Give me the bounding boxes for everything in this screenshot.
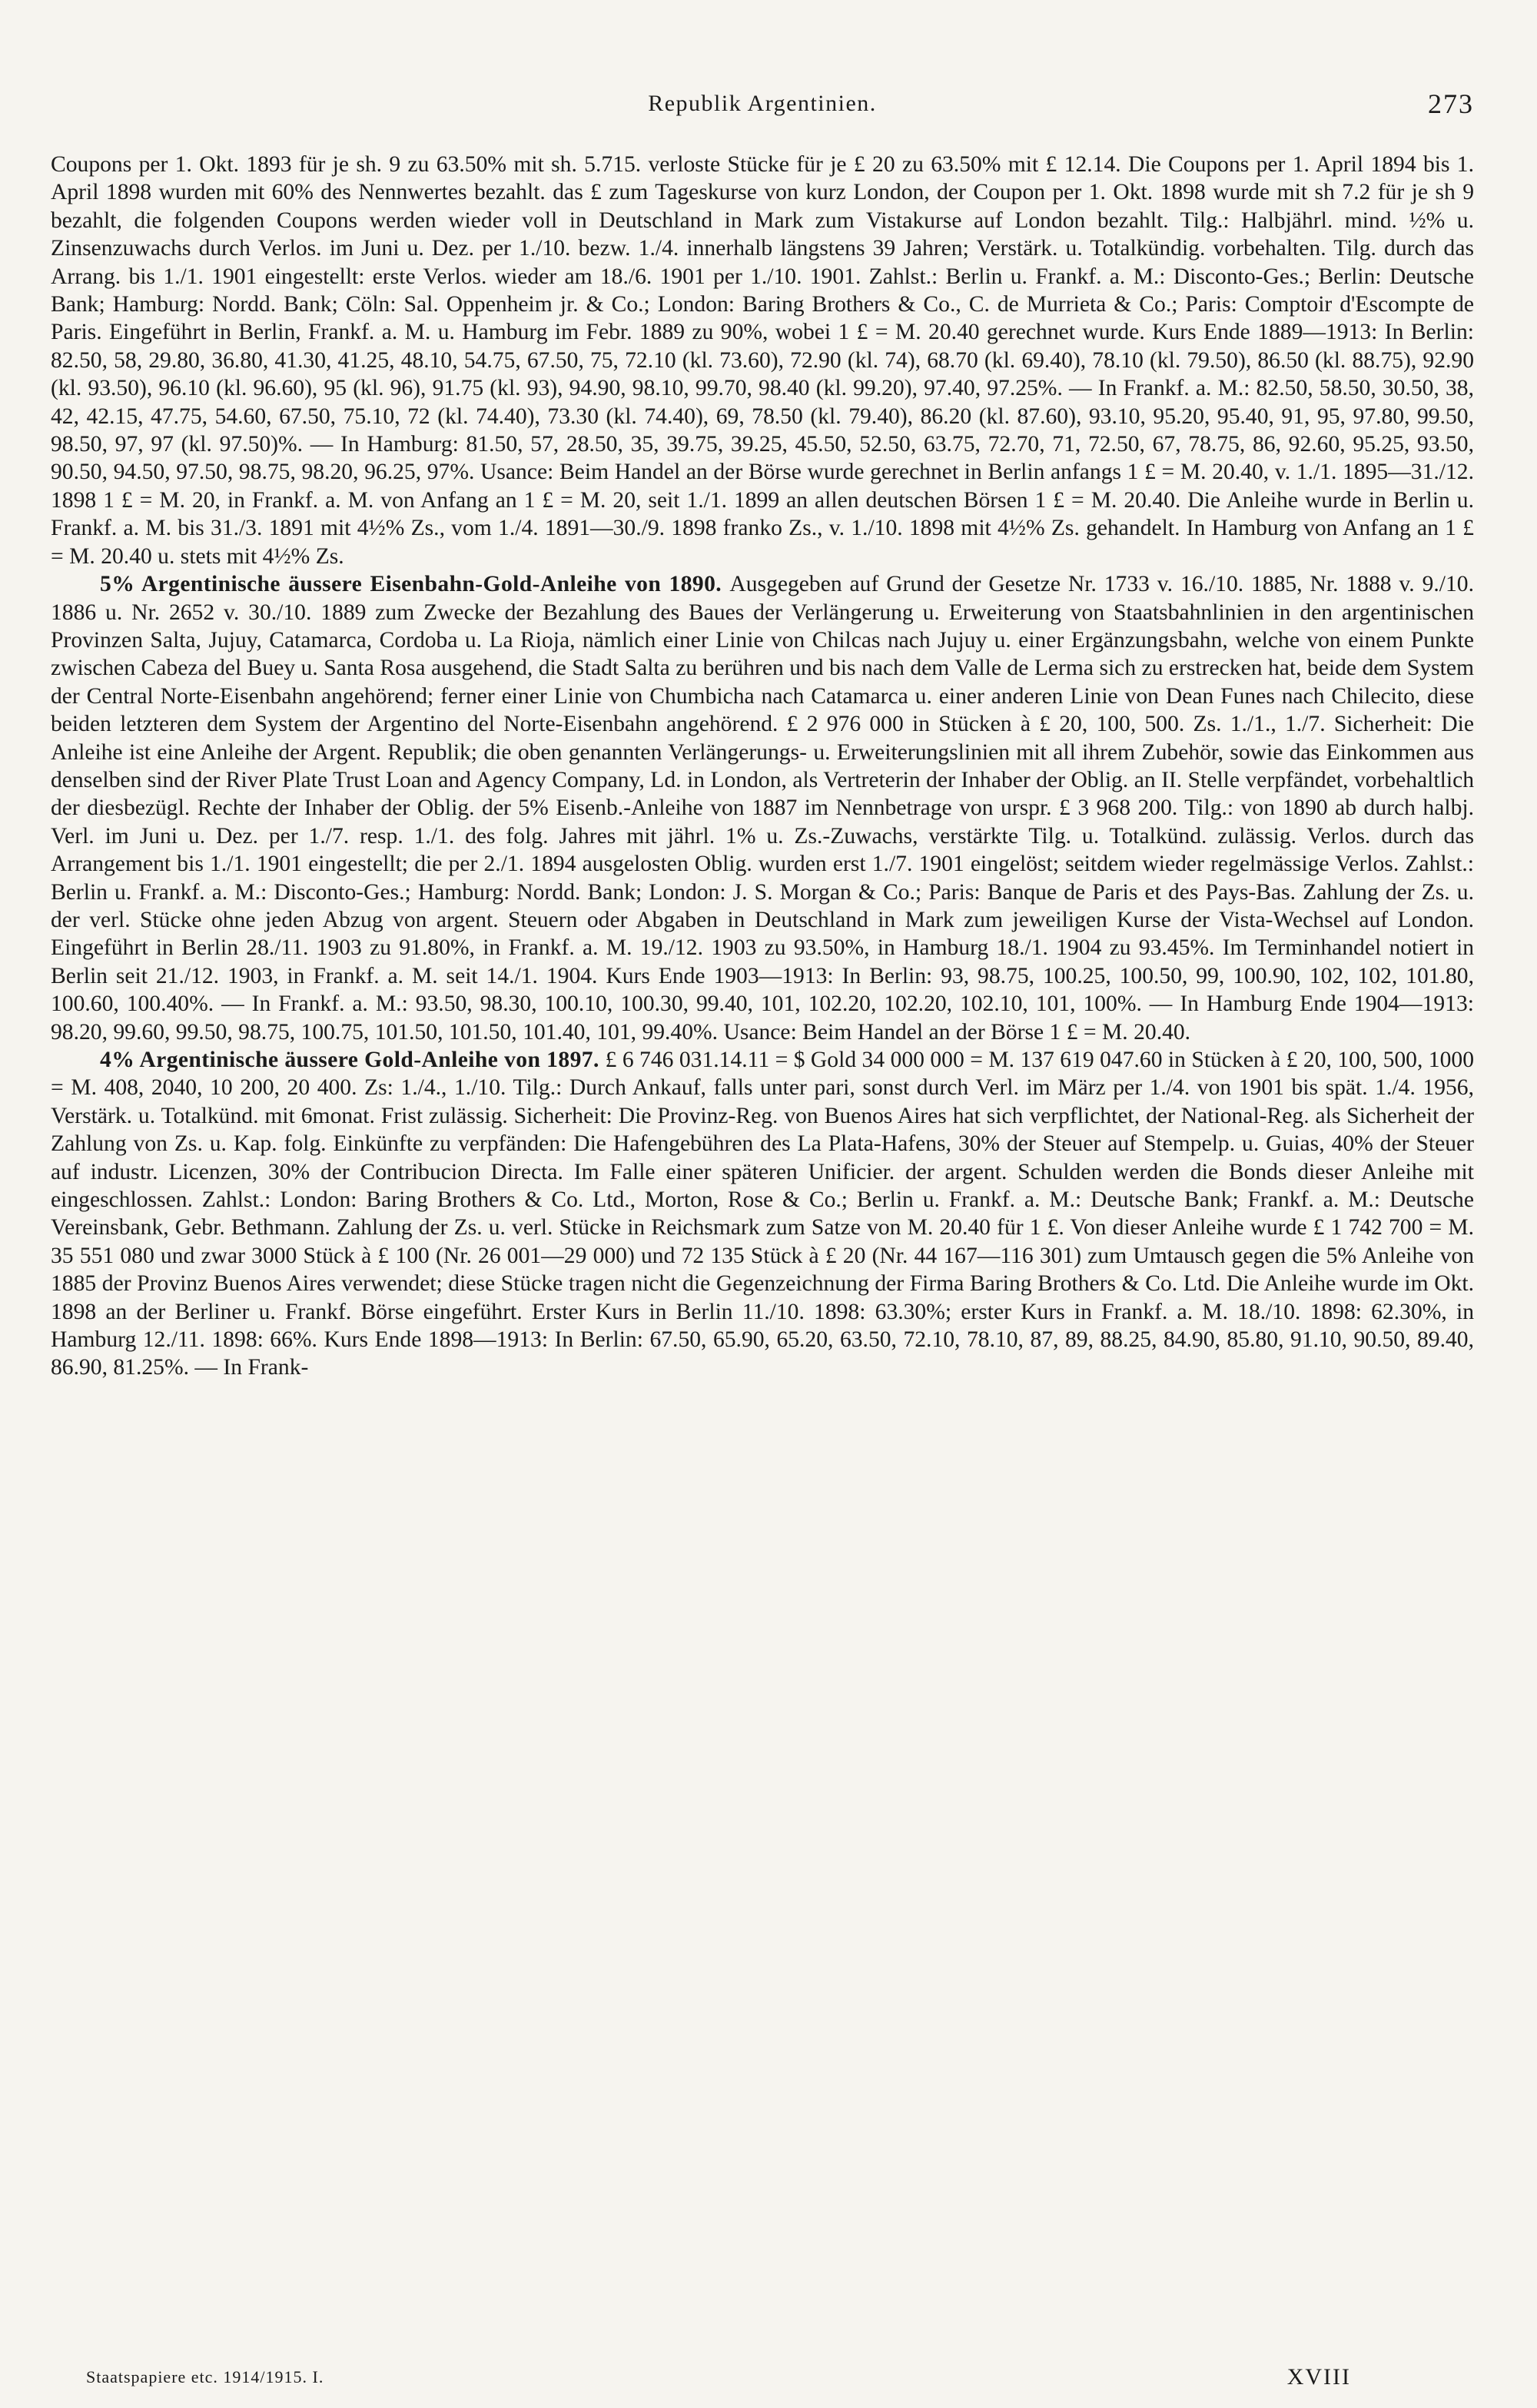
page-number: 273: [1428, 88, 1474, 119]
section-heading: 5% Argentinische äussere Eisenbahn-Gold-Anleihe von 1890.: [100, 572, 730, 597]
footer-signature: Staatspapiere etc. 1914/1915. I.: [86, 2367, 324, 2386]
paragraph-text: Ausgegeben auf Grund der Gesetze Nr. 1733 v. 16./10. 1885, Nr. 1888 v. 9./10. 1886 u. Nr. 2652 v. 30./10. 1889 zum Zwecke der Bezahlung des Baues der Verlängerung u. Erweiterung von Staatsbahnlinien in den argentinischen Provinzen Salta, Jujuy, Catamarca, Cordoba u. La Rioja, nämlich einer Linie von Chilcas nach Jujuy u. einer Ergänzungsbahn, welche von einem Punkte zwischen Cabeza del Buey u. Santa Rosa ausgehend, die Stadt Salta zu berühren und bis nach dem Valle de Lerma sich zu erstrecken hat, beide dem System der Central Norte-Eisenbahn angehörend; ferner einer Linie von Chumbicha nach Catamarca u. einer anderen Linie von Dean Funes nach Chilecito, diese beiden letzteren dem System der Argentino del Norte-Eisenbahn angehörend. £ 2 976 000 in Stücken à £ 20, 100, 500. Zs. 1./1., 1./7. Sicherheit: Die Anleihe ist eine Anleihe der Argent. Republik; die oben genannten Verlängerungs- u. Erweiterungslinien mit all ihrem Zubehör, sowie das Einkommen aus denselben sind der River Plate Trust Loan and Agency Company, Ld. in London, als Vertreterin der Inhaber der Oblig. an II. Stelle verpfändet, vorbehaltlich der diesbezügl. Rechte der Inhaber der Oblig. der 5% Eisenb.-Anleihe von 1887 im Nennbetrage von urspr. £ 3 968 200. Tilg.: von 1890 ab durch halbj. Verl. im Juni u. Dez. per 1./7. resp. 1./1. des folg. Jahres mit jährl. 1% u. Zs.-Zuwachs, verstärkte Tilg. u. Totalkünd. zulässig. Verlos. durch das Arrangement bis 1./1. 1901 eingestellt; die per 2./1. 1894 ausgelosten Oblig. wurden erst 1./7. 1901 eingelöst; seitdem wieder regelmässige Verlos. Zahlst.: Berlin u. Frankf. a. M.: Disconto-Ges.; Hamburg: Nordd. Bank; London: J. S. Morgan & Co.; Paris: Banque de Paris et des Pays-Bas. Zahlung der Zs. u. der verl. Stücke ohne jeden Abzug von argent. Steuern oder Abgaben in Deutschland in Mark zum jeweiligen Kurse der Vista-Wechsel auf London. Eingeführt in Berlin 28./11. 1903 zu 91.80%, in Frankf. a. M. 19./12. 1903 zu 93.50%, in Hamburg 18./1. 1904 zu 93.45%. Im Terminhandel notiert in Berlin seit 21./12. 1903, in Frankf. a. M. seit 14./1. 1904. Kurs Ende 1903—1913: In Berlin: 93, 98.75, 100.25, 100.50, 99, 100.90, 102, 102, 101.80, 100.60, 100.40%. — In Frankf. a. M.: 93.50, 98.30, 100.10, 100.30, 99.40, 101, 102.20, 102.20, 102.10, 101, 100%. — In Hamburg Ende 1904—1913: 98.20, 99.60, 99.50, 98.75, 100.75, 101.50, 101.50, 101.40, 101, 99.40%. Usance: Beim Handel an der Börse 1 £ = M. 20.40.: [51, 572, 1474, 1045]
paragraph-gold-anleihe-1897: [51, 1046, 1474, 1382]
running-title: Republik Argentinien.: [648, 91, 877, 116]
running-head: [51, 88, 1474, 134]
paragraph-text: Coupons per 1. Okt. 1893 für je sh. 9 zu 63.50% mit sh. 5.715. verloste Stücke für je £ 20 zu 63.50% mit £ 12.14. Die Coupons per 1. April 1894 bis 1. April 1898 wurden mit 60% des Nennwertes bezahlt. das £ zum Tageskurse von kurz London, der Coupon per 1. Okt. 1898 wurde mit sh 7.2 für je sh 9 bezahlt, die folgenden Coupons werden wieder voll in Deutschland in Mark zum Vistakurse auf London bezahlt. Tilg.: Halbjährl. mind. ½% u. Zinsenzuwachs durch Verlos. im Juni u. Dez. per 1./10. bezw. 1./4. innerhalb längstens 39 Jahren; Verstärk. u. Totalkündig. vorbehalten. Tilg. durch das Arrang. bis 1./1. 1901 eingestellt: erste Verlos. wieder am 18./6. 1901 per 1./10. 1901. Zahlst.: Berlin u. Frankf. a. M.: Disconto-Ges.; Berlin: Deutsche Bank; Hamburg: Nordd. Bank; Cöln: Sal. Oppenheim jr. & Co.; London: Baring Brothers & Co., C. de Murrieta & Co.; Paris: Comptoir d'Escompte de Paris. Eingeführt in Berlin, Frankf. a. M. u. Hamburg im Febr. 1889 zu 90%, wobei 1 £ = M. 20.40 gerechnet wurde. Kurs Ende 1889—1913: In Berlin: 82.50, 58, 29.80, 36.80, 41.30, 41.25, 48.10, 54.75, 67.50, 75, 72.10 (kl. 73.60), 72.90 (kl. 74), 68.70 (kl. 69.40), 78.10 (kl. 79.50), 86.50 (kl. 88.75), 92.90 (kl. 93.50), 96.10 (kl. 96.60), 95 (kl. 96), 91.75 (kl. 93), 94.90, 98.10, 99.70, 98.40 (kl. 99.20), 97.40, 97.25%. — In Frankf. a. M.: 82.50, 58.50, 30.50, 38, 42, 42.15, 47.75, 54.60, 67.50, 75.10, 72 (kl. 74.40), 73.30 (kl. 74.40), 69, 78.50 (kl. 79.40), 86.20 (kl. 87.60), 93.10, 95.20, 95.40, 91, 95, 97.80, 99.50, 98.50, 97, 97 (kl. 97.50)%. — In Hamburg: 81.50, 57, 28.50, 35, 39.75, 39.25, 45.50, 52.50, 63.75, 72.70, 71, 72.50, 67, 78.75, 86, 92.60, 95.25, 93.50, 90.50, 94.50, 97.50, 98.75, 98.20, 96.25, 97%. Usance: Beim Handel an der Börse wurde gerechnet in Berlin anfangs 1 £ = M. 20.40, v. 1./1. 1895—31./12. 1898 1 £ = M. 20, in Frankf. a. M. von Anfang an 1 £ = M. 20, seit 1./1. 1899 an allen deutschen Börsen 1 £ = M. 20.40. Die Anleihe wurde in Berlin u. Frankf. a. M. bis 31./3. 1891 mit 4½% Zs., vom 1./4. 1891—30./9. 1898 franko Zs., v. 1./10. 1898 mit 4½% Zs. gehandelt. In Hamburg von Anfang an 1 £ = M. 20.40 u. stets mit 4½% Zs.: [51, 152, 1474, 569]
page-footer: [51, 2364, 1474, 2398]
sheet-number: XVIII: [1286, 2364, 1351, 2390]
paragraph-eisenbahn-anleihe-1890: [51, 570, 1474, 1046]
page-body: [51, 151, 1474, 1382]
paragraph-coupons: [51, 151, 1474, 570]
section-heading: 4% Argentinische äussere Gold-Anleihe von 1897.: [100, 1048, 606, 1072]
paragraph-text: £ 6 746 031.14.11 = $ Gold 34 000 000 = M. 137 619 047.60 in Stücken à £ 20, 100, 500, 1000 = M. 408, 2040, 10 200, 20 400. Zs: 1./4., 1./10. Tilg.: Durch Ankauf, falls unter pari, sonst durch Verl. im März per 1./4. von 1901 bis spät. 1./4. 1956, Verstärk. u. Totalkünd. mit 6monat. Frist zulässig. Sicherheit: Die Provinz-Reg. von Buenos Aires hat sich verpflichtet, der National-Reg. als Sicherheit der Zahlung von Zs. u. Kap. folg. Einkünfte zu verpfänden: Die Hafengebühren des La Plata-Hafens, 30% der Steuer auf Stempelp. u. Guias, 40% der Steuer auf industr. Licenzen, 30% der Contribucion Directa. Im Falle einer späteren Unificier. der argent. Schulden werden die Bonds dieser Anleihe mit eingeschlossen. Zahlst.: London: Baring Brothers & Co. Ltd., Morton, Rose & Co.; Berlin u. Frankf. a. M.: Deutsche Bank; Frankf. a. M.: Deutsche Vereinsbank, Gebr. Bethmann. Zahlung der Zs. u. verl. Stücke in Reichsmark zum Satze von M. 20.40 für 1 £. Von dieser Anleihe wurde £ 1 742 700 = M. 35 551 080 und zwar 3000 Stück à £ 100 (Nr. 26 001—29 000) und 72 135 Stück à £ 20 (Nr. 44 167—116 301) zum Umtausch gegen die 5% Anleihe von 1885 der Provinz Buenos Aires verwendet; diese Stücke tragen nicht die Gegenzeichnung der Firma Baring Brothers & Co. Ltd. Die Anleihe wurde im Okt. 1898 an der Berliner u. Frankf. Börse eingeführt. Erster Kurs in Berlin 11./10. 1898: 63.30%; erster Kurs in Frankf. a. M. 18./10. 1898: 62.30%, in Hamburg 12./11. 1898: 66%. Kurs Ende 1898—1913: In Berlin: 67.50, 65.90, 65.20, 63.50, 72.10, 78.10, 87, 89, 88.25, 84.90, 85.80, 91.10, 90.50, 89.40, 86.90, 81.25%. — In Frank-: [51, 1048, 1474, 1380]
